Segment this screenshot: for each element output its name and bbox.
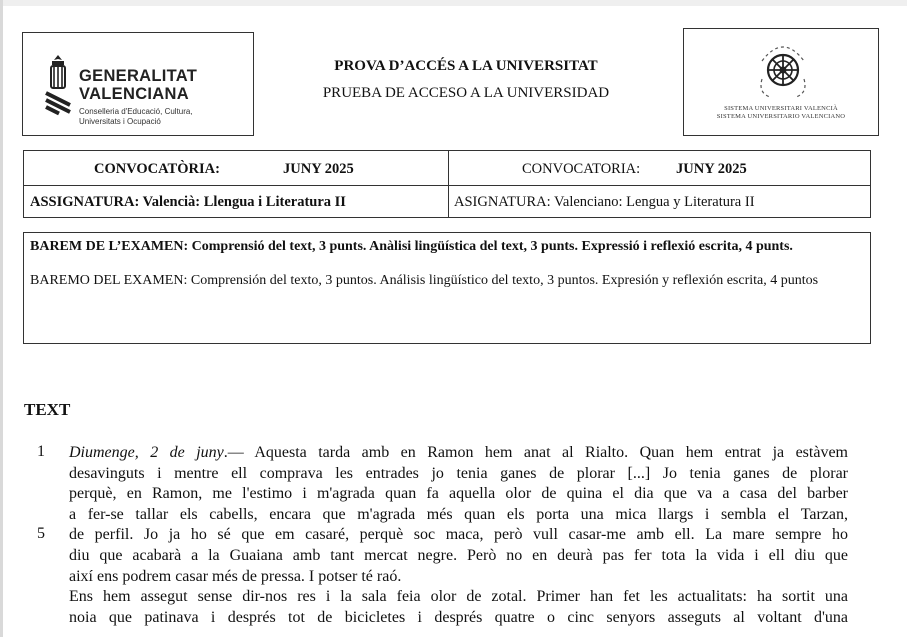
siuv-line-1: SISTEMA UNIVERSITARI VALENCIÀ xyxy=(724,105,838,112)
generalitat-name xyxy=(79,67,197,103)
convocatoria-label-va: CONVOCATÒRIA: xyxy=(94,161,220,177)
exam-title xyxy=(256,56,676,103)
grading-scheme-va: BAREM DE L’EXAMEN: Comprensió del text, 3 punts. Anàlisi lingüística del text, 3 punts. Expressió i reflexió escrita, 4 punts. xyxy=(30,239,793,254)
passage-line: diu que acabarà a la Guaiana amb tant mercat negre. Però no en deurà pas fer tota la vida i ell diu que xyxy=(69,546,848,564)
conselleria-name xyxy=(79,107,193,127)
passage-line: perquè, en Ramon, me l'estimo i m'agrada quan fa aquella olor de quina el dia que va a casa del barber xyxy=(69,485,848,503)
passage-line xyxy=(69,443,848,464)
exam-info-table xyxy=(23,150,871,218)
generalitat-name-line-1: GENERALITAT xyxy=(79,67,198,85)
text-passage xyxy=(69,443,848,628)
grading-scheme-box xyxy=(23,232,871,344)
title-valencian: PROVA D’ACCÉS A LA UNIVERSITAT xyxy=(334,58,598,74)
page-left-edge xyxy=(0,0,3,637)
convocatoria-value-es: JUNY 2025 xyxy=(676,161,747,177)
generalitat-name-line-2: VALENCIANA xyxy=(79,85,189,103)
passage-line: noia que patinava i després tot de bicicletes i després quatre o cinc senyors asseguts al voltant d'una xyxy=(69,608,848,626)
page-top-edge xyxy=(0,0,907,6)
subject-es: ASIGNATURA: Valenciano: Lengua y Literatura II xyxy=(454,194,755,210)
generalitat-logo-box xyxy=(22,32,254,136)
convocatoria-label-es: CONVOCATORIA: xyxy=(522,161,641,177)
passage-line: desavinguts i mentre ell comprava les entrades jo tenia ganes de plorar [...] Jo tenia ganes de plorar xyxy=(69,464,848,482)
conselleria-line-2: Universitats i Ocupació xyxy=(79,117,161,126)
passage-line: a fer-se tallar els cabells, encara que m'agrada més quan els porta una mica llargs i sembla el Tarzan, xyxy=(69,505,848,523)
conselleria-line-1: Conselleria d'Educació, Cultura, xyxy=(79,107,193,116)
generalitat-crest-icon xyxy=(43,53,73,117)
title-spanish: PRUEBA DE ACCESO A LA UNIVERSIDAD xyxy=(322,85,610,101)
grading-scheme-es: BAREMO DEL EXAMEN: Comprensión del texto, 3 puntos. Análisis lingüístico del texto, 3 puntos. Expresión y reflexión escrita, 4 puntos xyxy=(30,273,819,288)
line-number: 5 xyxy=(37,525,45,542)
siuv-name xyxy=(684,105,878,121)
passage-line: Ens hem assegut sense dir-nos res i la sala feia olor de zotal. Primer han fet les actualitats: ha sortit una xyxy=(69,588,848,606)
siuv-logo-box xyxy=(683,28,879,136)
table-divider-vertical xyxy=(448,151,449,217)
passage-line-text: .— Aquesta tarda amb en Ramon hem anat al Rialto. Quan hem entrat ja estàvem xyxy=(223,444,848,461)
line-number: 1 xyxy=(37,443,45,460)
passage-line: de perfil. Jo ja ho sé que em casaré, perquè soc maca, però vull casar-me amb ell. La mare sempre ho xyxy=(69,526,848,544)
convocatoria-value-va: JUNY 2025 xyxy=(283,161,354,177)
passage-line: així ens podrem casar més de pressa. I potser té raó. xyxy=(69,567,402,585)
table-divider-horizontal xyxy=(24,185,870,186)
passage-date: Diumenge, 2 de juny xyxy=(69,444,224,461)
subject-va: ASSIGNATURA: Valencià: Llengua i Literatura II xyxy=(30,194,346,210)
text-section-heading: TEXT xyxy=(24,400,71,419)
siuv-line-2: SISTEMA UNIVERSITARIO VALENCIANO xyxy=(716,113,846,120)
university-seal-icon xyxy=(748,35,818,105)
